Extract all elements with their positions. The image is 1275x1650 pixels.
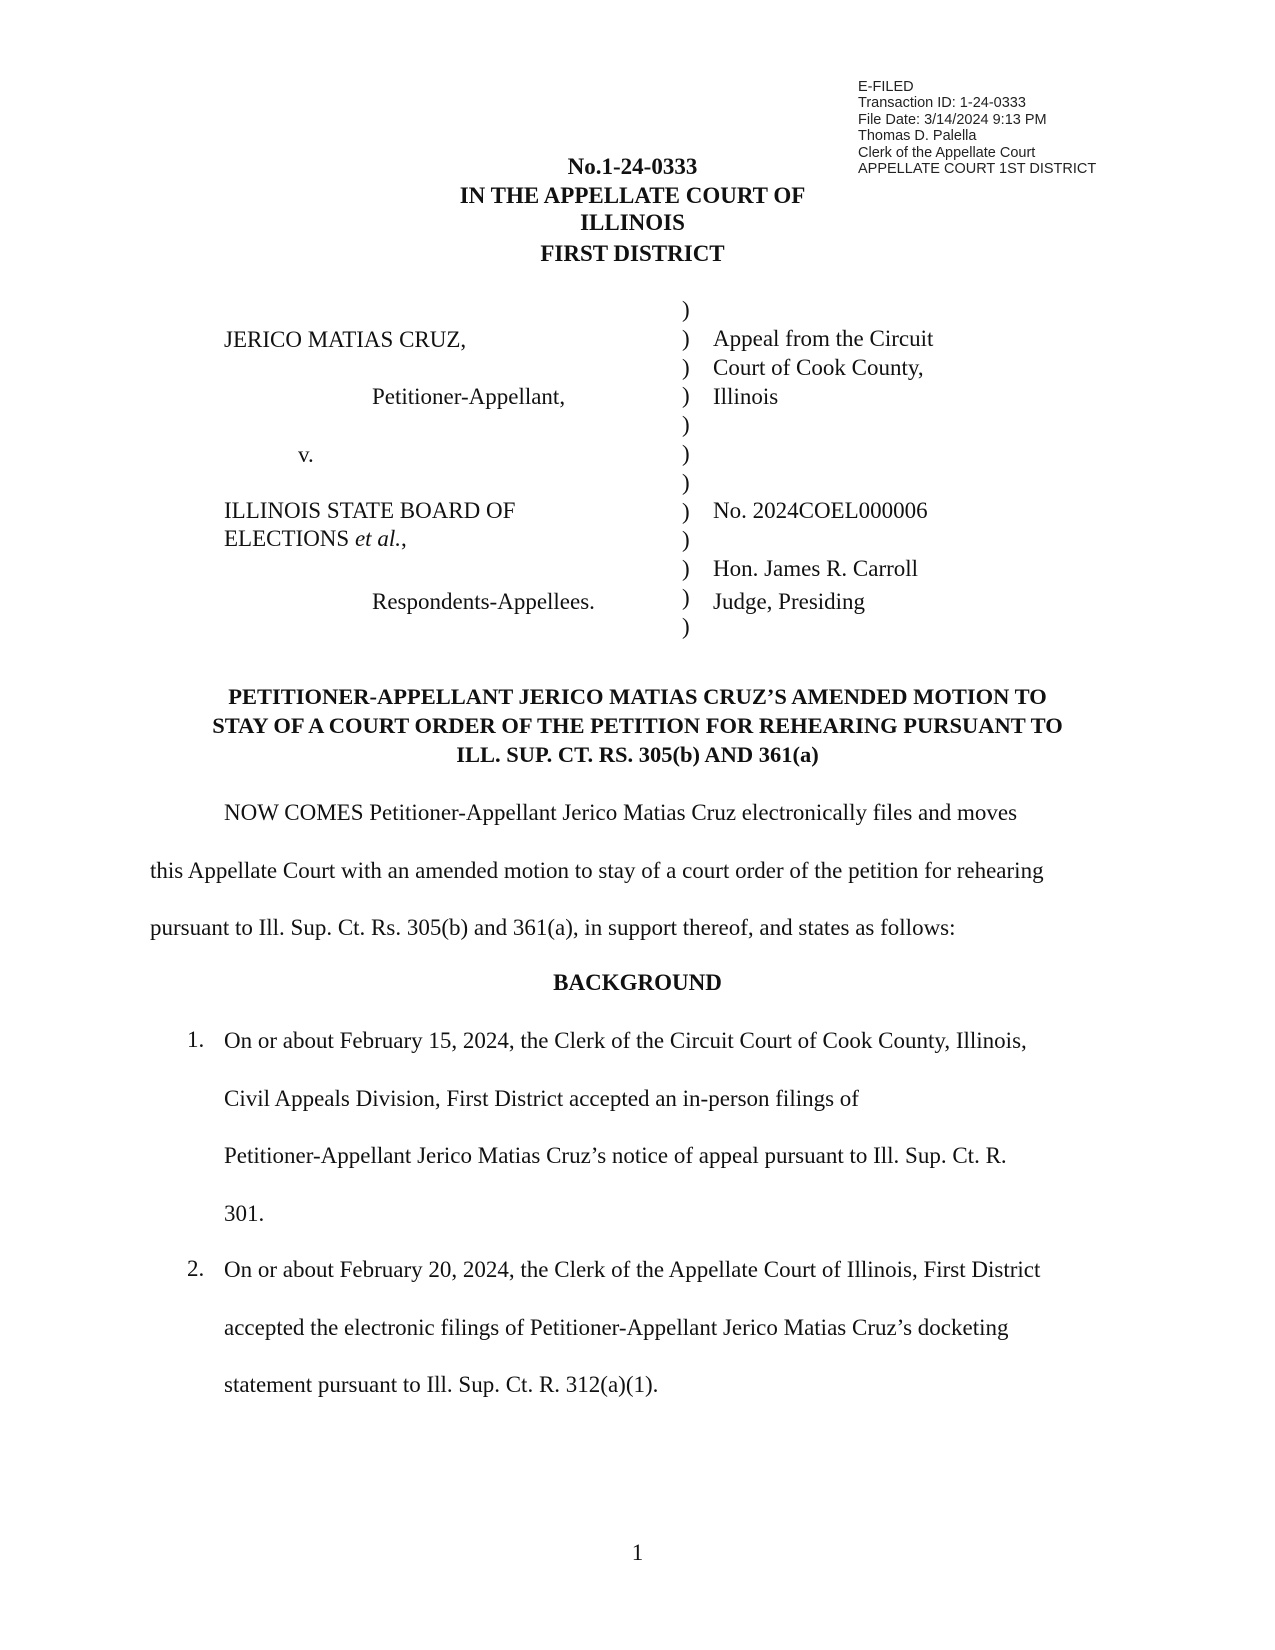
item-number: 1. xyxy=(187,1027,205,1052)
intro-line3: pursuant to Ill. Sup. Ct. Rs. 305(b) and 361(a), in support thereof, and states as follows: xyxy=(150,915,956,940)
paren: ) xyxy=(682,584,690,610)
intro-line2: this Appellate Court with an amended motion to stay of a court order of the petition for rehearing xyxy=(150,858,1044,883)
case-number: No.1-24-0333 xyxy=(567,154,698,179)
caption-divider xyxy=(682,296,690,642)
motion-title xyxy=(140,682,1135,769)
court-name-line2: ILLINOIS xyxy=(580,210,685,235)
list-item xyxy=(224,1012,1027,1242)
paren: ) xyxy=(682,354,690,380)
docket-number: No. 2024COEL000006 xyxy=(713,498,928,523)
item-number: 2. xyxy=(187,1256,205,1281)
item-line: On or about February 20, 2024, the Clerk of the Appellate Court of Illinois, First District xyxy=(224,1257,1041,1282)
item-line: 301. xyxy=(224,1200,265,1226)
versus: v. xyxy=(298,442,314,467)
case-caption xyxy=(420,152,845,268)
appeal-line3: Illinois xyxy=(713,383,779,409)
appeal-line1: Appeal from the Circuit xyxy=(713,326,934,351)
appeal-info xyxy=(713,325,933,411)
page-number: 1 xyxy=(631,1540,644,1565)
paren: ) xyxy=(682,383,690,409)
respondent-line2 xyxy=(224,525,407,553)
motion-title-line3: ILL. SUP. CT. RS. 305(b) AND 361(a) xyxy=(456,742,819,767)
judge-role: Judge, Presiding xyxy=(713,589,866,614)
paren: ) xyxy=(682,527,690,553)
paren: ) xyxy=(682,440,690,466)
petitioner-role: Petitioner-Appellant, xyxy=(372,384,566,409)
paren: ) xyxy=(682,613,690,639)
item-line: Petitioner-Appellant Jerico Matias Cruz’s notice of appeal pursuant to Ill. Sup. Ct. R. xyxy=(224,1143,1007,1169)
et-al: et al. xyxy=(354,526,401,551)
efile-stamp xyxy=(858,79,1096,177)
motion-title-line2: STAY OF A COURT ORDER OF THE PETITION FOR REHEARING PURSUANT TO xyxy=(212,713,1063,738)
list-item xyxy=(224,1241,1040,1414)
clerk-title: Clerk of the Appellate Court xyxy=(858,144,1036,161)
respondent-comma: , xyxy=(400,526,407,551)
efile-label: E-FILED xyxy=(858,79,914,95)
respondent-line1: ILLINOIS STATE BOARD OF xyxy=(224,498,516,523)
paren: ) xyxy=(682,412,690,438)
section-heading: BACKGROUND xyxy=(553,970,722,995)
paren: ) xyxy=(682,498,690,524)
respondent-name: ELECTIONS xyxy=(224,526,355,551)
paren: ) xyxy=(682,325,690,351)
judge-name: Hon. James R. Carroll xyxy=(713,556,919,581)
item-line: statement pursuant to Ill. Sup. Ct. R. 312(a)(1). xyxy=(224,1372,659,1398)
respondent-role: Respondents-Appellees. xyxy=(372,589,595,614)
clerk-name: Thomas D. Palella xyxy=(858,128,977,145)
paren: ) xyxy=(682,556,690,582)
appeal-line2: Court of Cook County, xyxy=(713,354,924,380)
motion-title-line1: PETITIONER-APPELLANT JERICO MATIAS CRUZ’S AMENDED MOTION TO xyxy=(228,684,1047,709)
court-name-line1: IN THE APPELLATE COURT OF xyxy=(459,183,806,208)
court-district: APPELLATE COURT 1ST DISTRICT xyxy=(858,161,1097,178)
transaction-id: Transaction ID: 1-24-0333 xyxy=(858,95,1026,112)
paren: ) xyxy=(682,297,690,322)
item-line: On or about February 15, 2024, the Clerk of the Circuit Court of Cook County, Illinois, xyxy=(224,1028,1027,1053)
petitioner-name: JERICO MATIAS CRUZ, xyxy=(224,327,467,352)
intro-line1: NOW COMES Petitioner-Appellant Jerico Matias Cruz electronically files and moves xyxy=(224,800,1018,825)
court-district-heading: FIRST DISTRICT xyxy=(540,241,725,266)
item-line: accepted the electronic filings of Petitioner-Appellant Jerico Matias Cruz’s docketing xyxy=(224,1314,1009,1340)
file-date: File Date: 3/14/2024 9:13 PM xyxy=(858,111,1047,128)
item-line: Civil Appeals Division, First District accepted an in-person filings of xyxy=(224,1085,859,1111)
paren: ) xyxy=(682,469,690,495)
